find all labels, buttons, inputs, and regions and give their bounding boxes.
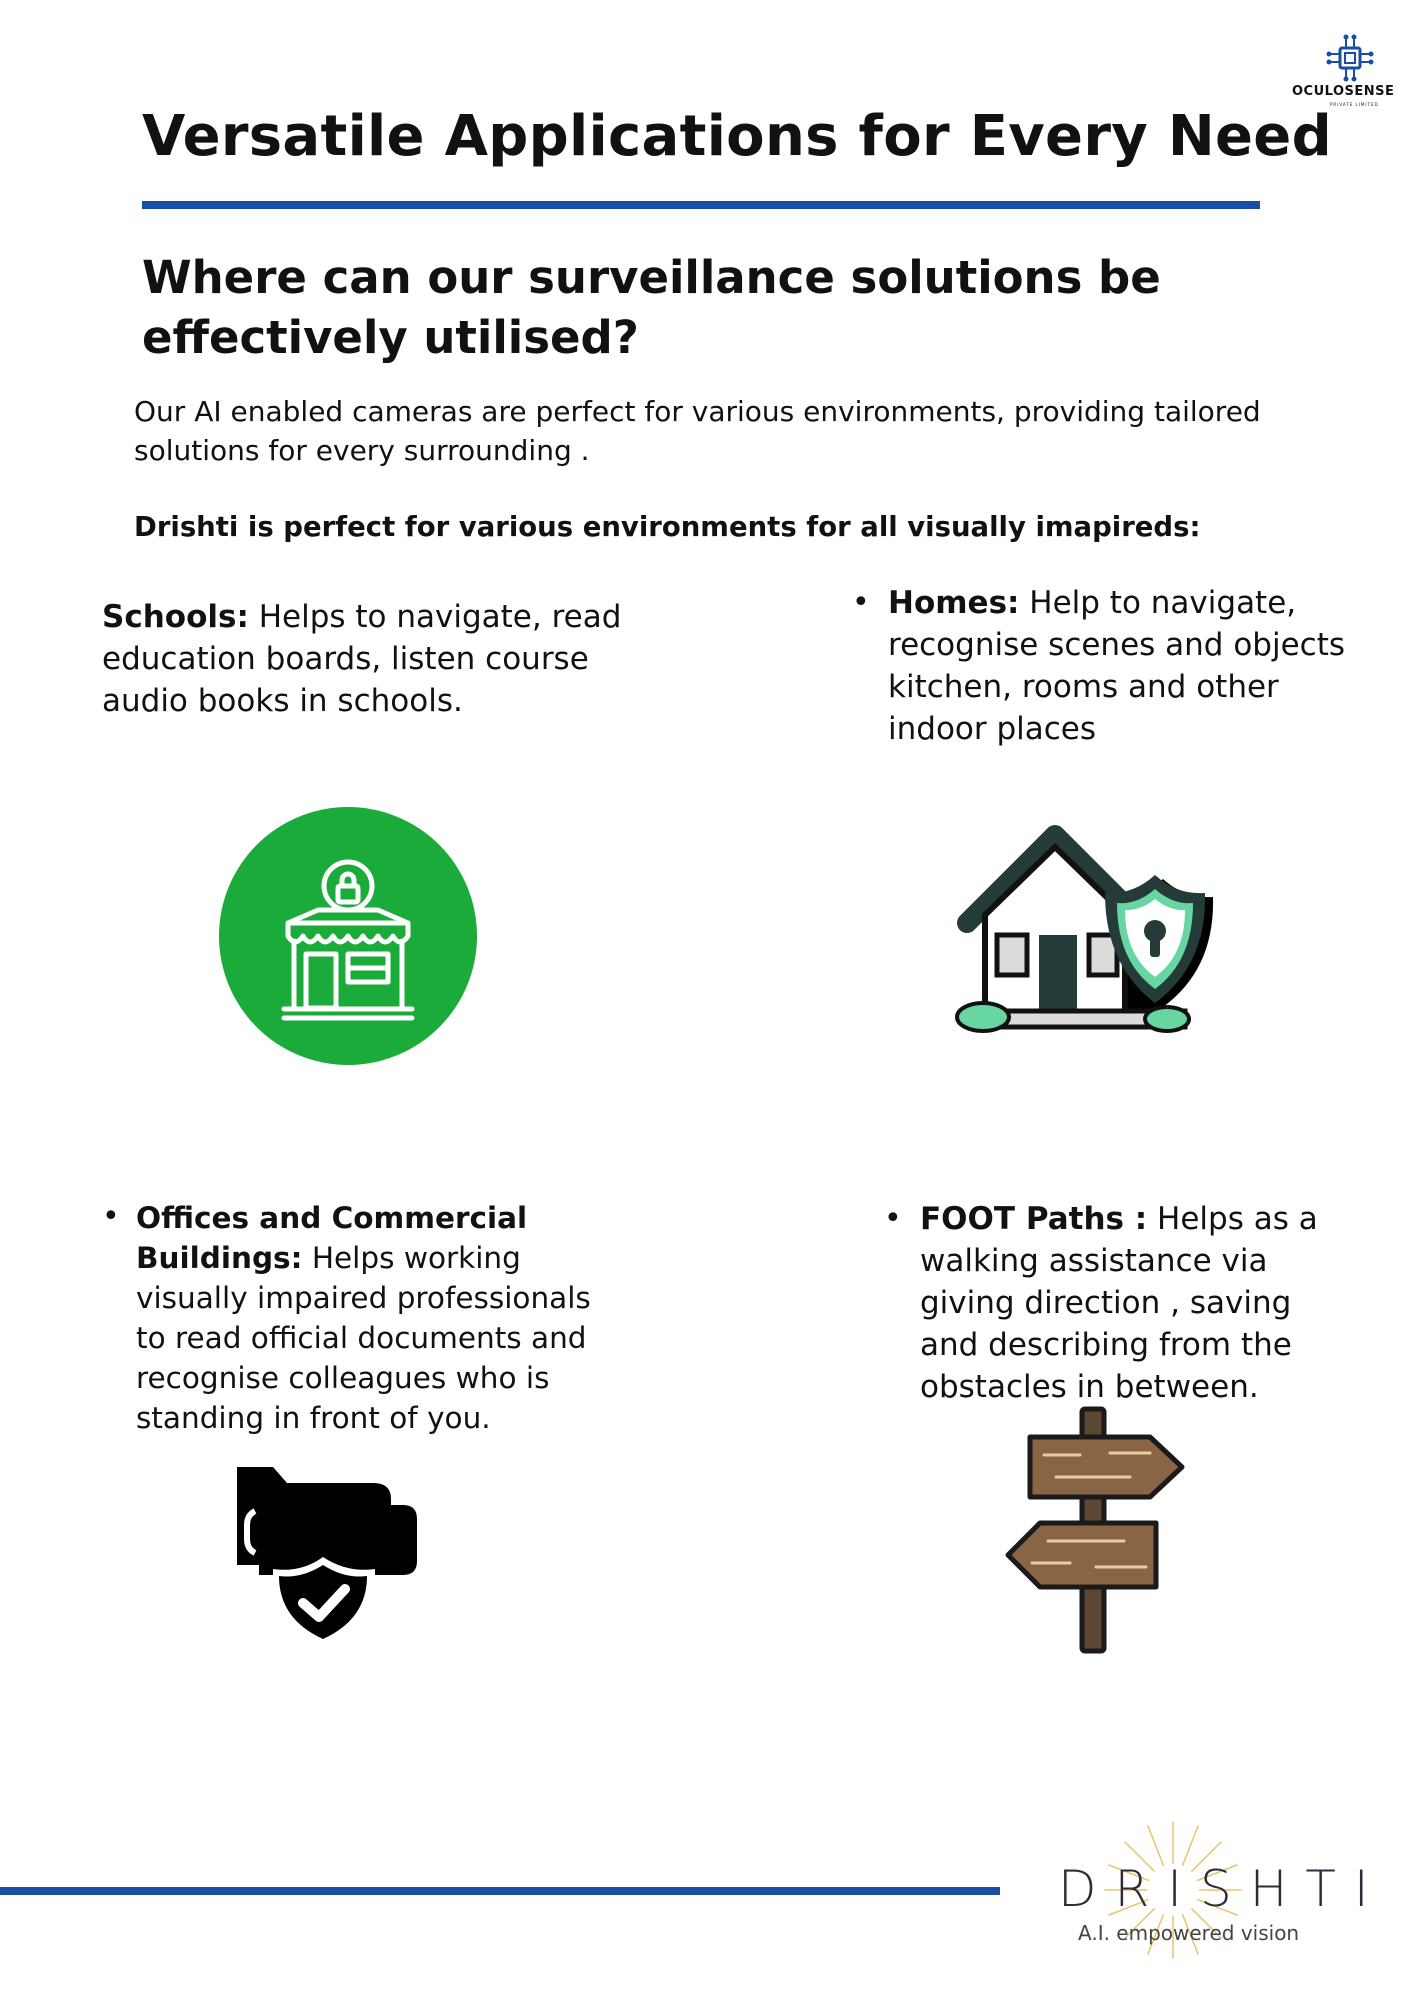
circuit-chip-icon — [1324, 32, 1376, 84]
schools-text: Helps to navigate, read education boards, listen course audio books in schools. — [102, 599, 622, 719]
offices-bullet: • — [102, 1199, 120, 1234]
footpaths-text: Helps as a walking assistance via giving direction , saving and describing from the obstacles in between. — [920, 1201, 1318, 1405]
footpaths-bullet: • — [884, 1201, 902, 1236]
title-divider — [142, 201, 1260, 209]
homes-text: Help to navigate, recognise scenes and objects kitchen, rooms and other indoor places — [888, 585, 1346, 747]
storefront-lock-icon — [218, 806, 478, 1066]
lead-statement: Drishti is perfect for various environments for all visually imapireds: — [134, 511, 1201, 543]
drishti-tagline: A.I. empowered vision — [1078, 1921, 1300, 1945]
drishti-logo — [1040, 1820, 1387, 1960]
intro-paragraph: Our AI enabled cameras are perfect for various environments, providing tailored solutions for every surrounding . — [134, 395, 1261, 467]
homes-description — [888, 582, 1362, 750]
folder-shield-icon — [235, 1465, 420, 1650]
offices-text: Helps working visually impaired professionals to read official documents and recognise colleagues who is standing in front of you. — [136, 1241, 591, 1435]
logo-subtitle: PRIVATE LIMITED — [1330, 102, 1379, 107]
drishti-wordmark: DRISHTI — [1058, 1860, 1387, 1918]
signpost-icon — [1000, 1405, 1190, 1655]
offices-label: Offices and Commercial Buildings: — [136, 1201, 528, 1275]
house-shield-icon — [955, 815, 1215, 1045]
offices-description — [136, 1198, 602, 1438]
company-logo — [1288, 32, 1408, 112]
footpaths-label: FOOT Paths : — [920, 1201, 1148, 1237]
footpaths-description — [920, 1198, 1324, 1408]
logo-name: OCULOSENSE — [1292, 84, 1395, 99]
page-title: Versatile Applications for Every Need — [142, 104, 1332, 169]
homes-bullet: • — [852, 585, 870, 620]
homes-label: Homes: — [888, 585, 1020, 621]
homes-section — [852, 582, 1362, 750]
schools-label: Schools: — [102, 599, 249, 635]
schools-section — [102, 596, 642, 722]
page-subtitle: Where can our surveillance solutions be effectively utilised? — [142, 251, 1161, 364]
offices-section — [102, 1198, 602, 1438]
footer-divider — [0, 1887, 1000, 1895]
footpaths-section — [884, 1198, 1324, 1408]
schools-description — [102, 596, 642, 722]
